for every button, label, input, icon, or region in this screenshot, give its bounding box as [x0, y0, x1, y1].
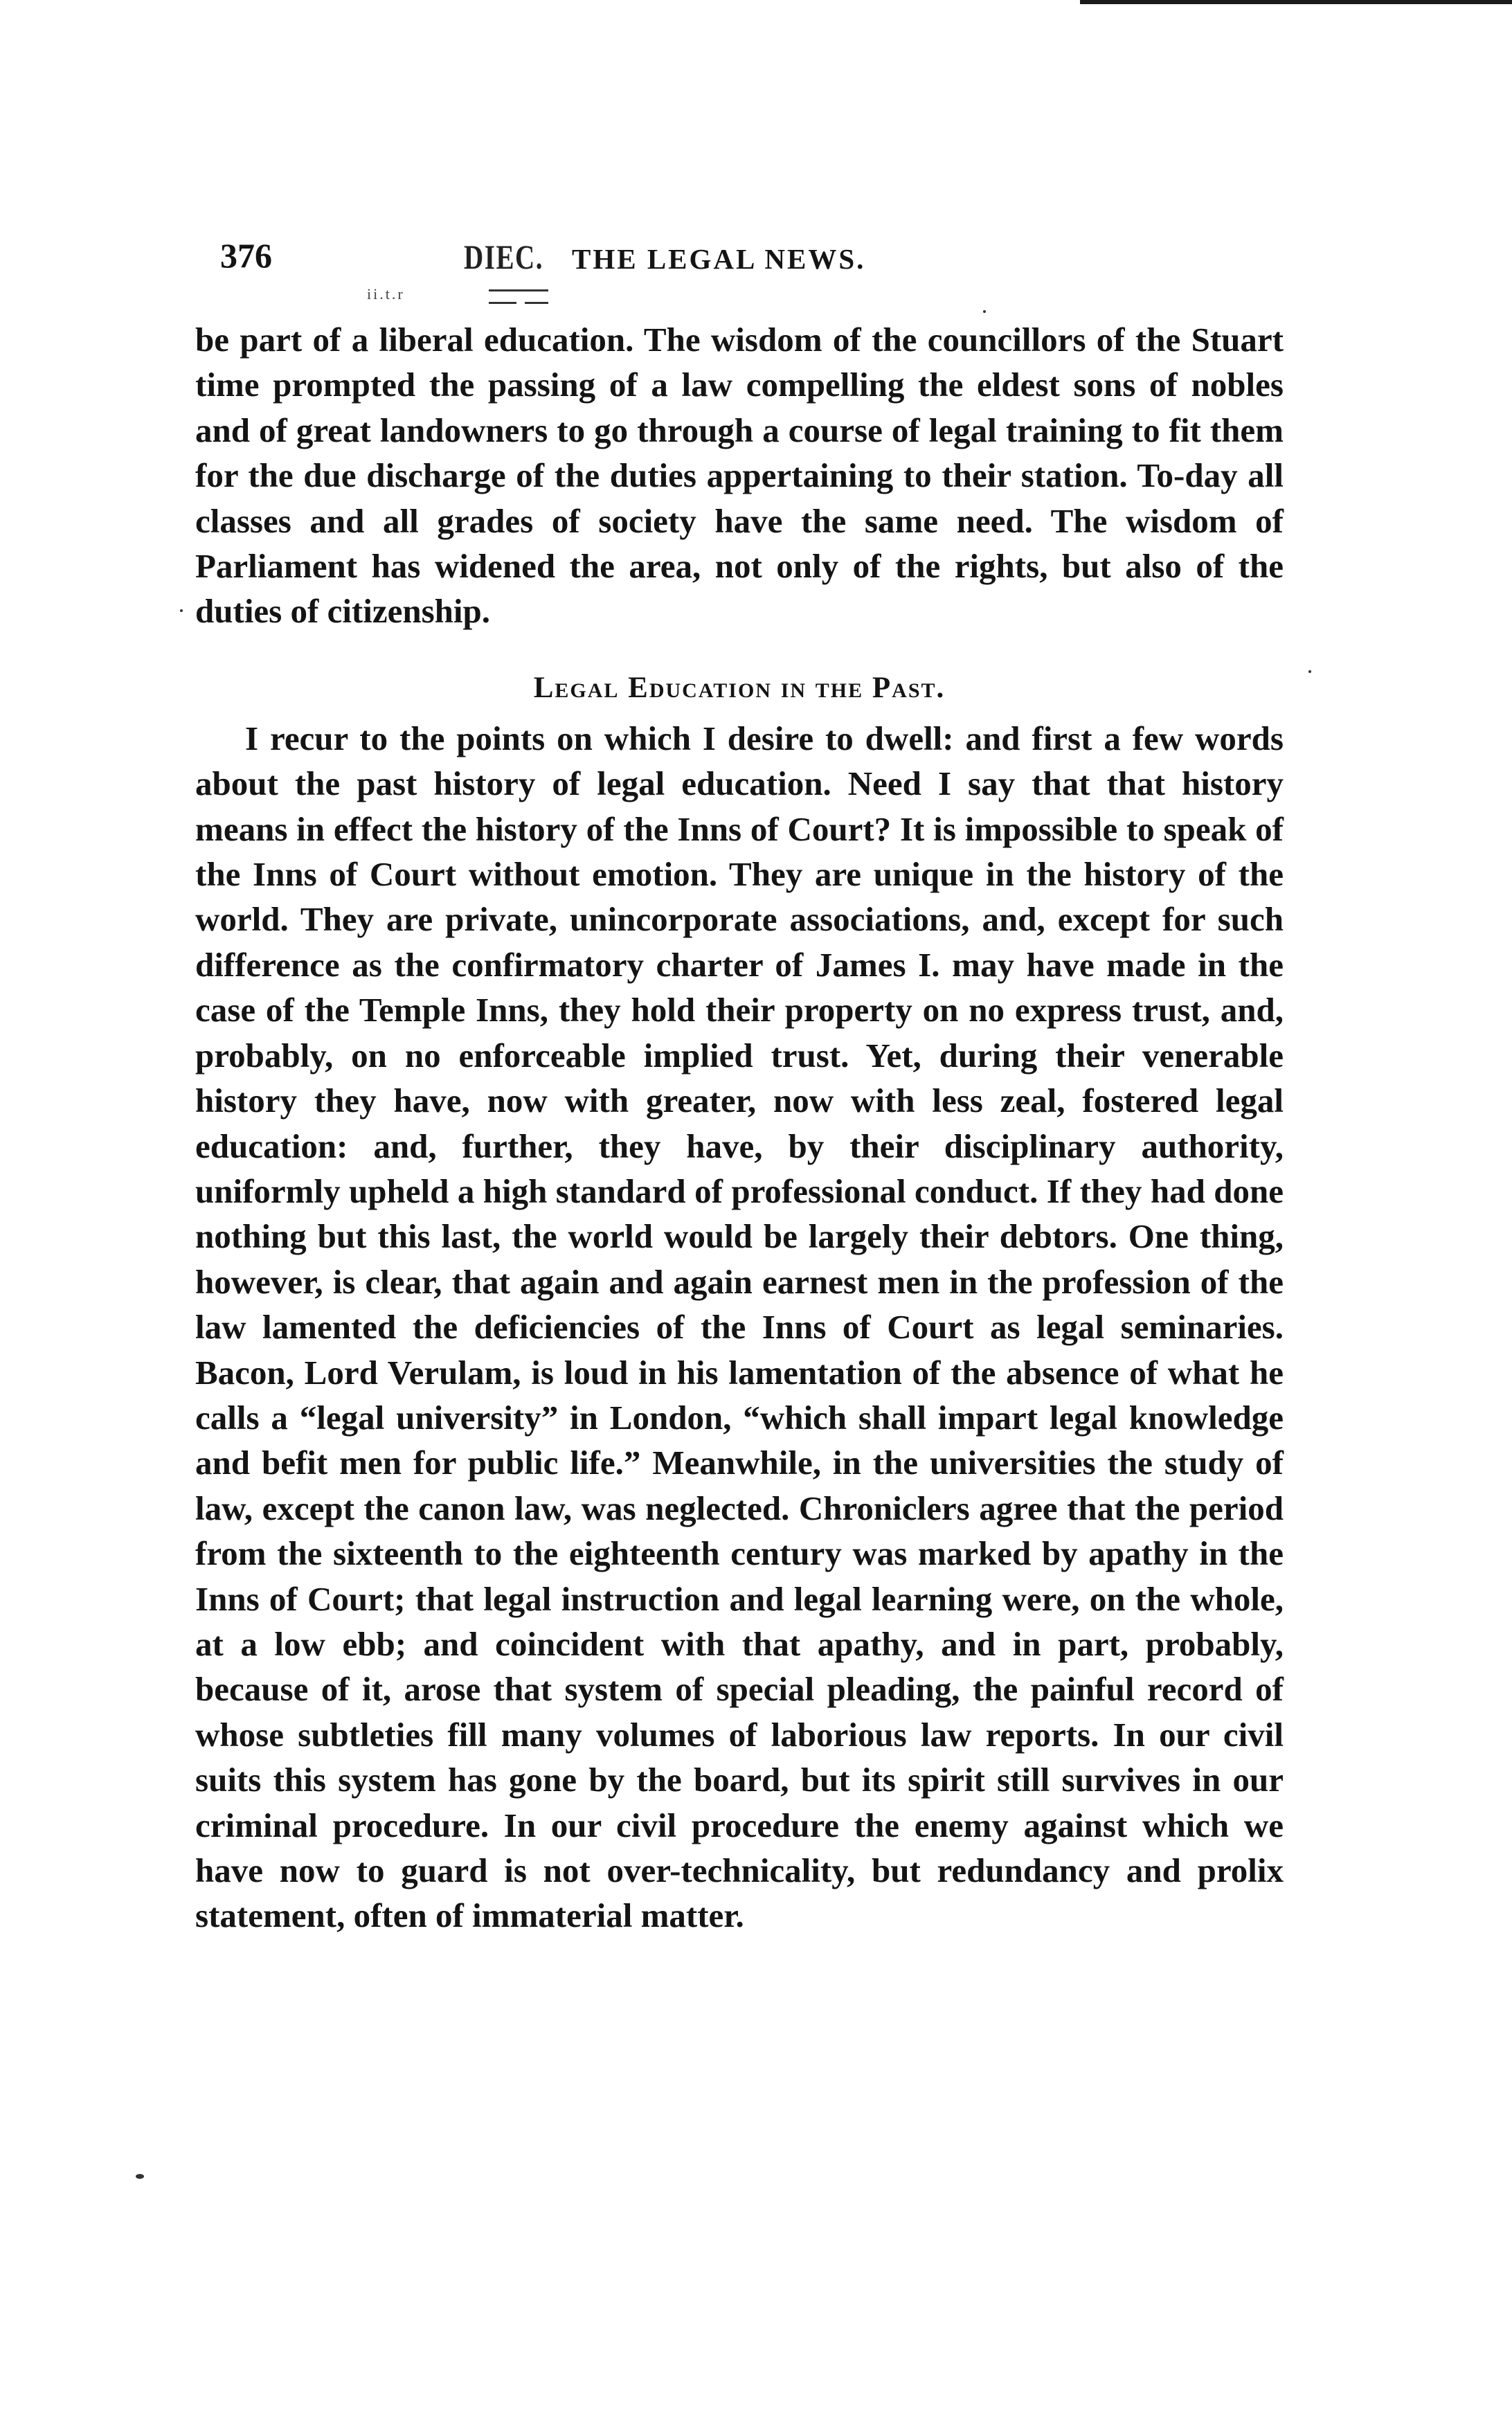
- running-title: THE LEGAL NEWS.: [572, 243, 866, 275]
- main-paragraph: I recur to the points on which I desire to dwell: and first a few words about the past history of legal education. Need I say that that history means in effect the history of the Inns of Court? It is impossible to speak of the Inns of Court without emotion. They are unique in the history of the world. They are private, unincorporate associations, and, except for such difference as the confirmatory charter of James I. may have made in the case of the Temple Inns, they hold their property on no express trust, and, probably, on no enforceable implied trust. Yet, during their venerable history they have, now with greater, now with less zeal, fostered legal education: and, further, they have, by their disciplinary authority, uniformly upheld a high standard of professional conduct. If they had done nothing but this last, the world would be largely their debtors. One thing, however, is clear, that again and again earnest men in the profession of the law lamented the deficiencies of the Inns of Court as legal seminaries. Bacon, Lord Verulam, is loud in his lamentation of the absence of what he calls a “legal university” in London, “which shall impart legal knowledge and befit men for public life.” Meanwhile, in the universities the study of law, except the canon law, was neglected. Chroniclers agree that the period from the sixteenth to the eighteenth century was marked by apathy in the Inns of Court; that legal instruction and legal learning were, on the whole, at a low ebb; and coincident with that apathy, and in part, probably, because of it, arose that system of special pleading, the painful record of whose subtleties fill many volumes of laborious law reports. In our civil suits this system has gone by the board, but its spirit still survives in our criminal procedure. In our civil procedure the enemy against which we have now to guard is not over-technicality, but redundancy and prolix statement, often of immaterial matter.: [195, 719, 1284, 1935]
- top-edge-rule: [1080, 0, 1512, 4]
- stamp-underline: [489, 289, 548, 291]
- page-number: 376: [220, 236, 272, 275]
- article-body: [195, 317, 1284, 1939]
- library-stamp: DIEC.: [464, 237, 544, 276]
- library-stamp-subtext: ii.t.r: [367, 285, 405, 303]
- page-speck: [180, 609, 183, 612]
- stamp-underline: [489, 302, 516, 304]
- page-speck: [983, 310, 986, 313]
- page-speck: [136, 2174, 144, 2179]
- stamp-underline: [525, 302, 548, 304]
- section-heading: Legal Education in the Past.: [533, 671, 946, 704]
- page-speck: [1308, 670, 1311, 673]
- page-header: [220, 235, 1300, 303]
- opening-paragraph: be part of a liberal education. The wisdom of the councillors of the Stuart time prompted the passing of a law compelling the eldest sons of nobles and of great landowners to go through a course of legal training to fit them for the due discharge of the duties appertaining to their station. To-day all classes and all grades of society have the same need. The wisdom of Parliament has widened the area, not only of the rights, but also of the duties of citizenship.: [195, 321, 1284, 631]
